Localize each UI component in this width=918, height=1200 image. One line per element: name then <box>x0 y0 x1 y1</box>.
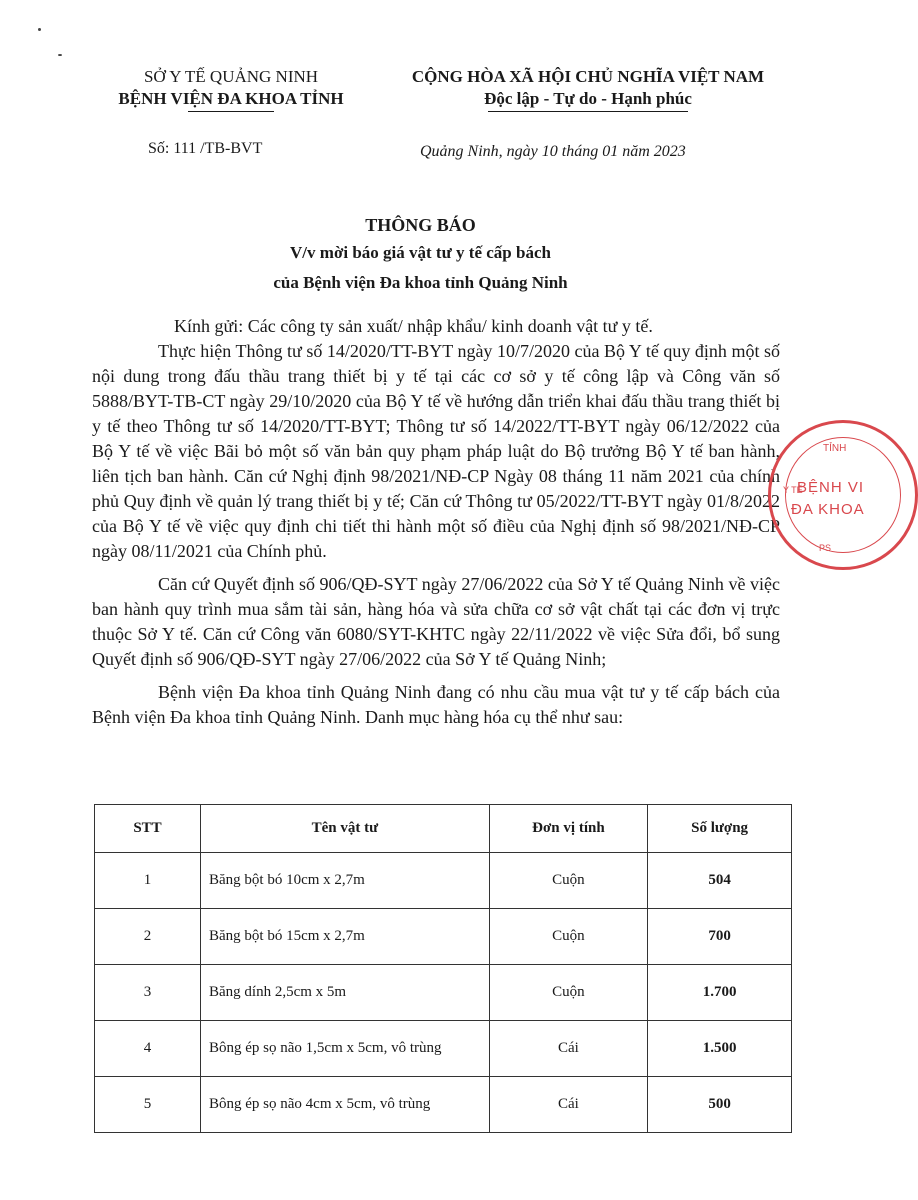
row-stt: 3 <box>95 965 201 1021</box>
row-quantity: 1.500 <box>648 1021 792 1077</box>
row-unit: Cuộn <box>489 965 648 1021</box>
request-paragraph: Bệnh viện Đa khoa tỉnh Quảng Ninh đang có nhu cầu mua vật tư y tế cấp bách của Bệnh viện Đa khoa tỉnh Quảng Ninh. Danh mục hàng hóa cụ thể như sau: <box>92 682 780 727</box>
table-row <box>95 909 792 965</box>
header-item-name: Tên vật tư <box>201 805 490 853</box>
table-header-row <box>95 805 792 853</box>
row-unit: Cái <box>489 1021 648 1077</box>
row-item-name: Bông ép sọ não 1,5cm x 5cm, vô trùng <box>201 1021 490 1077</box>
document-subject-line-2: của Bệnh viện Đa khoa tỉnh Quảng Ninh <box>273 273 568 292</box>
row-quantity: 500 <box>648 1077 792 1133</box>
document-title-block <box>0 212 841 298</box>
decision-basis-paragraph: Căn cứ Quyết định số 906/QĐ-SYT ngày 27/06/2022 của Sở Y tế Quảng Ninh về việc ban hành quy trình mua sắm tài sản, hàng hóa và sửa chữa cơ sở vật chất tại các đơn vị trực thuộc Sở Y tế. Căn cứ Công văn 6080/SYT-KHTC ngày 22/11/2022 về việc Sửa đổi, bổ sung Quyết định số 906/QĐ-SYT ngày 27/06/2022 của Sở Y tế Quảng Ninh; <box>92 574 780 669</box>
header-quantity: Số lượng <box>648 805 792 853</box>
scan-speck <box>58 54 62 56</box>
seal-side-text: Y TẾ <box>783 485 803 495</box>
table-row <box>95 1077 792 1133</box>
document-title: THÔNG BÁO <box>365 215 476 235</box>
supplies-table <box>94 804 792 1133</box>
row-stt: 1 <box>95 853 201 909</box>
header-unit: Đơn vị tính <box>489 805 648 853</box>
seal-top-text: TỈNH <box>823 443 847 454</box>
row-unit: Cuộn <box>489 909 648 965</box>
country-name: CỘNG HÒA XÃ HỘI CHỦ NGHĨA VIỆT NAM <box>411 67 765 86</box>
issue-date: Quảng Ninh, ngày 10 tháng 01 năm 2023 <box>420 143 686 160</box>
issuer-header <box>86 66 376 112</box>
motto-underline <box>488 111 688 112</box>
row-unit: Cuộn <box>489 853 648 909</box>
organization-name: BỆNH VIỆN ĐA KHOA TỈNH <box>118 89 344 108</box>
row-item-name: Băng bột bó 15cm x 2,7m <box>201 909 490 965</box>
seal-bottom-text: PS <box>819 543 832 553</box>
row-item-name: Băng dính 2,5cm x 5m <box>201 965 490 1021</box>
recipient-line: Kính gửi: Các công ty sản xuất/ nhập khẩu/ kinh doanh vật tư y tế. <box>174 316 653 336</box>
document-subject: V/v mời báo giá vật tư y tế cấp bách <box>290 243 551 262</box>
table-row <box>95 853 792 909</box>
row-quantity: 504 <box>648 853 792 909</box>
table-row <box>95 1021 792 1077</box>
seal-text-line-2: ĐA KHOA <box>791 501 865 518</box>
national-motto: Độc lập - Tự do - Hạnh phúc <box>484 89 692 108</box>
row-item-name: Băng bột bó 10cm x 2,7m <box>201 853 490 909</box>
seal-text-line-1: BỆNH VI <box>797 479 865 496</box>
row-item-name: Bông ép sọ não 4cm x 5cm, vô trùng <box>201 1077 490 1133</box>
reference-number: Số: 111 /TB-BVT <box>148 140 263 157</box>
row-stt: 5 <box>95 1077 201 1133</box>
row-quantity: 700 <box>648 909 792 965</box>
header-stt: STT <box>95 805 201 853</box>
row-stt: 4 <box>95 1021 201 1077</box>
row-quantity: 1.700 <box>648 965 792 1021</box>
row-stt: 2 <box>95 909 201 965</box>
agency-name: SỞ Y TẾ QUẢNG NINH <box>143 67 319 86</box>
legal-basis-paragraph: Thực hiện Thông tư số 14/2020/TT-BYT ngày 10/7/2020 của Bộ Y tế quy định một số nội dung trong đấu thầu trang thiết bị y tế tại các cơ sở y tế công lập và Công văn số 5888/BYT-TB-CT ngày 29/10/2020 của Bộ Y tế về hướng dẫn triển khai đấu thầu trang thiết bị y tế theo Thông tư số 14/2020/TT-BYT; Thông tư số 14/2022/TT-BYT ngày 06/12/2022 của Bộ Y tế về việc Bãi bỏ một số văn bản quy phạm pháp luật do Bộ trưởng Bộ Y tế ban hành, liên tịch ban hành. Căn cứ Nghị định 98/2021/NĐ-CP Ngày 08 tháng 11 năm 2021 của chính phủ Quy định về quản lý trang thiết bị y tế; Căn cứ Thông tư 05/2022/TT-BYT ngày 01/8/2022 của Bộ Y tế về việc quy định chi tiết thi hành một số điều của Nghị định số 98/2021/NĐ-CP ngày 08/11/2021 của Chính phủ. <box>92 341 780 561</box>
official-seal <box>768 420 918 570</box>
document-body <box>92 314 780 738</box>
table-row <box>95 965 792 1021</box>
row-unit: Cái <box>489 1077 648 1133</box>
header-underline <box>188 111 274 112</box>
scan-speck <box>38 28 41 31</box>
national-header <box>378 66 798 112</box>
